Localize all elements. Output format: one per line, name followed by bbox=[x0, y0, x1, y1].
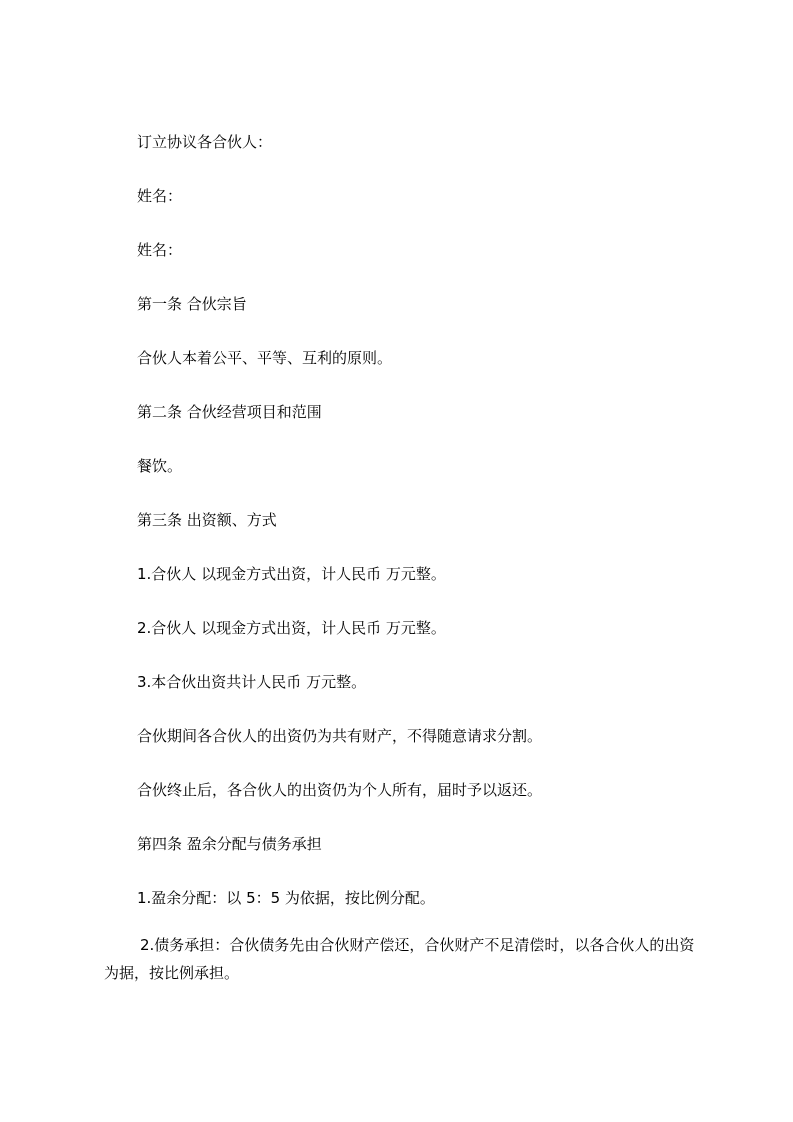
article-4-heading: 第四条 盈余分配与债务承担 bbox=[137, 835, 322, 853]
article-3-clause-a: 合伙期间各合伙人的出资仍为共有财产，不得随意请求分割。 bbox=[137, 727, 543, 745]
article-3-item-2: 2.合伙人 以现金方式出资，计人民币 万元整。 bbox=[137, 619, 446, 637]
article-2-heading: 第二条 合伙经营项目和范围 bbox=[137, 403, 322, 421]
article-3-clause-b: 合伙终止后，各合伙人的出资仍为个人所有，届时予以返还。 bbox=[137, 781, 543, 799]
article-1-heading: 第一条 合伙宗旨 bbox=[137, 295, 247, 313]
article-3-item-1: 1.合伙人 以现金方式出资，计人民币 万元整。 bbox=[137, 565, 446, 583]
partner-name-field-1: 姓名： bbox=[137, 187, 183, 205]
article-4-item-1: 1.盈余分配：以 5：5 为依据，按比例分配。 bbox=[137, 889, 435, 907]
article-1-text: 合伙人本着公平、平等、互利的原则。 bbox=[137, 349, 393, 367]
partner-name-field-2: 姓名： bbox=[137, 241, 183, 259]
article-3-item-3: 3.本合伙出资共计人民币 万元整。 bbox=[137, 673, 367, 691]
signatories-heading: 订立协议各合伙人： bbox=[137, 133, 273, 151]
article-3-heading: 第三条 出资额、方式 bbox=[137, 511, 277, 529]
article-4-item-2: 2.债务承担：合伙债务先由合伙财产偿还，合伙财产不足清偿时，以各合伙人的出资为据，按比例承担。 bbox=[104, 936, 695, 982]
article-2-text: 餐饮。 bbox=[137, 457, 183, 475]
